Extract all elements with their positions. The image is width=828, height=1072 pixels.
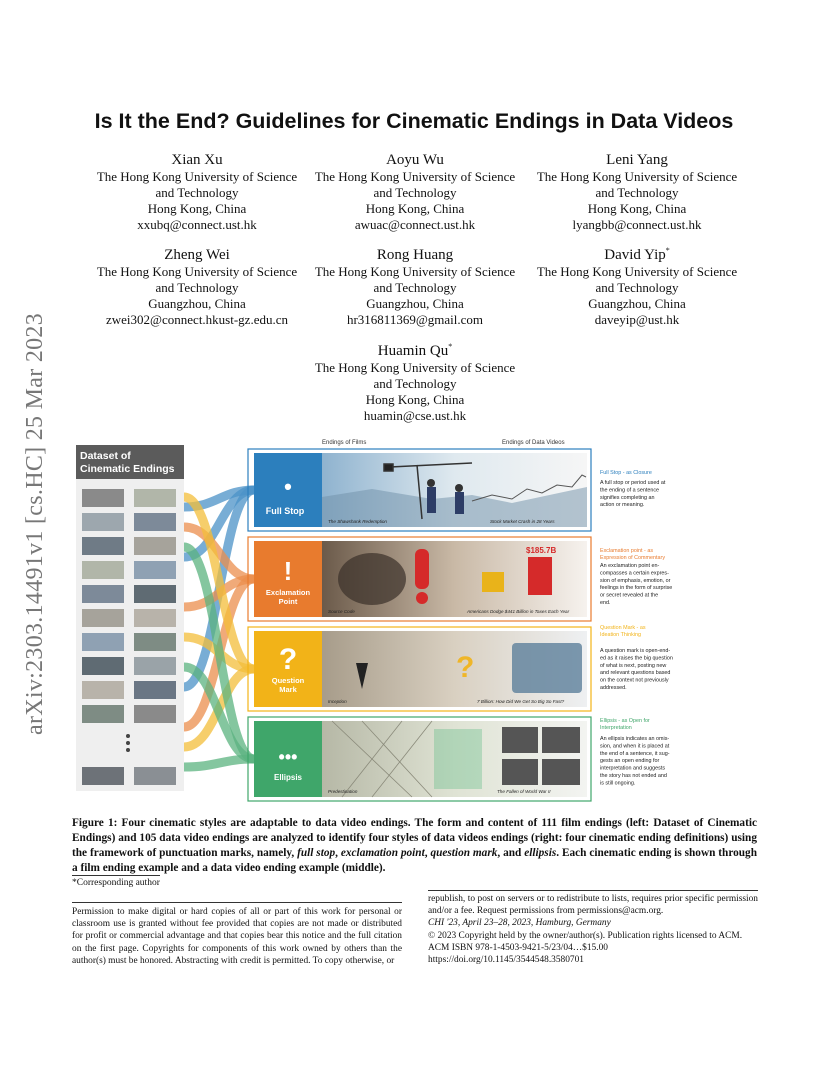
caption-sep: , (424, 847, 431, 859)
style-symbol: ! (283, 556, 293, 586)
film-thumbnail (134, 561, 176, 579)
copyright-line: © 2023 Copyright held by the owner/author(s). Publication rights licensed to ACM. (428, 930, 743, 941)
exclamation-sculpture (415, 549, 429, 589)
author-affil2-text: and Technology (595, 185, 679, 200)
film-thumbnail (82, 705, 124, 723)
film-thumbnail (134, 513, 176, 531)
permission-rule-left (72, 902, 402, 903)
film-thumbnail (134, 585, 176, 603)
film-thumbnail (82, 537, 124, 555)
film-caption: The Shawshank Redemption (328, 519, 387, 524)
film-thumbnail (134, 705, 176, 723)
video-caption: Stock Market Crash in 28 Years (490, 519, 555, 524)
author-name (87, 147, 307, 169)
author-location-text: Guangzhou, China (588, 296, 686, 311)
author-affil2 (87, 280, 307, 296)
corresponding-mark: * (448, 342, 453, 351)
author-email[interactable] (305, 217, 525, 233)
bar-small (482, 572, 504, 592)
permission-rule-right (428, 890, 758, 891)
description-line: the story has not ended and (600, 773, 667, 779)
film-still-shape (338, 553, 406, 605)
author-name-text: Aoyu Wu (386, 152, 444, 168)
film-thumbnail (82, 585, 124, 603)
style-description (600, 563, 672, 606)
video-caption: Americans Dodge $441 Billion in Taxes Each Year (467, 609, 570, 614)
author-affil1 (305, 360, 525, 376)
author-email[interactable] (87, 312, 307, 328)
author-affil1 (87, 264, 307, 280)
author-affil1 (527, 264, 747, 280)
film-thumbnail (134, 767, 176, 785)
style-description (600, 736, 670, 786)
author-7 (305, 338, 525, 424)
style-description (600, 480, 666, 508)
author-name-text: Leni Yang (606, 152, 668, 168)
author-location-text: Hong Kong, China (365, 392, 465, 407)
caption-sep: , and (497, 847, 525, 859)
author-affil1-text: The Hong Kong University of Science (96, 264, 298, 279)
description-line: or secret revealed at the (600, 592, 659, 599)
description-line: sion of emphasis, emotion, or (600, 577, 671, 584)
film-thumbnail (82, 513, 124, 531)
style-heading: Ellipsis - as Open for (600, 718, 650, 724)
description-line: action or meaning. (600, 502, 645, 509)
footnote-rule (72, 875, 160, 876)
teaser-figure-svg (72, 437, 762, 809)
author-email[interactable] (305, 312, 525, 328)
header-films: Endings of Films (322, 440, 367, 446)
author-location (527, 296, 747, 312)
author-email-text: xxubq@connect.ust.hk (137, 217, 257, 232)
film-thumbnail (134, 537, 176, 555)
author-affil1 (305, 169, 525, 185)
film-caption: Inception (328, 699, 347, 704)
author-name-text: Xian Xu (171, 152, 223, 168)
style-heading-2: Interpretation (600, 725, 632, 731)
author-affil2 (87, 185, 307, 201)
film-thumbnail (82, 681, 124, 699)
description-line: of what is next, posting new (600, 662, 667, 669)
author-affil1 (527, 169, 747, 185)
row-exclamation-point (248, 537, 672, 621)
author-name-text: Huamin Qu (377, 343, 449, 359)
film-thumbnail (134, 681, 176, 699)
big-number: $185.7B (526, 546, 557, 555)
film-caption: Source Code (328, 609, 355, 614)
description-line: signifies completing an (600, 494, 655, 501)
style-label: Full Stop (265, 506, 305, 516)
author-name (527, 147, 747, 169)
exclamation-dot (416, 592, 428, 604)
caption-exclamation: exclamation point (340, 847, 425, 859)
dataset-label-line2: Cinematic Endings (80, 463, 175, 475)
permission-left: Permission to make digital or hard copies of all or part of this work for personal or classroom use is granted without fee provided that copies are not made or distributed for profit or commercial advantage and that copies bear this notice and the full citation on the first page. Copyrights for components of this work owned by others than the author(s) must be honored. Abstracting with credit is permitted. To copy otherwise, or (72, 907, 402, 966)
style-description (600, 648, 673, 691)
author-name (305, 338, 525, 360)
style-label: Question (271, 676, 305, 685)
author-3 (527, 147, 747, 233)
author-email[interactable] (527, 217, 747, 233)
author-affil1-text: The Hong Kong University of Science (314, 360, 516, 375)
author-affil1-text: The Hong Kong University of Science (314, 264, 516, 279)
description-line: the ending of a sentence (600, 487, 660, 494)
film-thumbnail (82, 633, 124, 651)
description-line: end. (600, 600, 611, 606)
author-location (305, 201, 525, 217)
description-line: on the context not previously (600, 677, 669, 684)
film-thumbnail (82, 561, 124, 579)
style-symbol: ? (278, 643, 298, 676)
author-affil1-text: The Hong Kong University of Science (536, 169, 738, 184)
conference-line (428, 917, 758, 929)
author-affil2-text: and Technology (155, 185, 239, 200)
flow-ribbons (184, 490, 254, 767)
author-location-text: Hong Kong, China (587, 201, 687, 216)
corresponding-mark: * (665, 246, 670, 255)
author-name (305, 242, 525, 264)
style-heading: Exclamation point - as (600, 548, 654, 554)
permission-text: republish, to post on servers or to redistribute to lists, requires prior specific permission and/or a fee. Request permissions from permissions@acm.org. (428, 894, 758, 917)
arxiv-stamp-text: arXiv:2303.14491v1 [cs.HC] 25 Mar 2023 (22, 312, 48, 735)
author-affil1-text: The Hong Kong University of Science (536, 264, 738, 279)
description-line: addressed. (600, 685, 627, 691)
author-name (305, 147, 525, 169)
author-location (87, 296, 307, 312)
author-affil2 (527, 185, 747, 201)
row-ellipsis (248, 717, 670, 801)
author-name-text: David Yip (604, 247, 666, 263)
author-4 (87, 242, 307, 328)
caption-full-stop: full stop (297, 847, 336, 859)
author-email-text: daveyip@ust.hk (594, 312, 680, 327)
author-name-text: Rong Huang (376, 247, 454, 263)
isbn-line: ACM ISBN 978-1-4503-9421-5/23/04…$15.00 (428, 942, 608, 953)
film-thumbnail (82, 609, 124, 627)
caption-sep: , (335, 847, 341, 859)
description-line: interpretation and suggests (600, 765, 666, 772)
style-label: Exclamation (265, 588, 311, 597)
author-location-text: Guangzhou, China (148, 296, 246, 311)
style-label-2: Mark (279, 685, 297, 694)
figure-caption (72, 816, 757, 876)
author-email[interactable] (527, 312, 747, 328)
author-1 (87, 147, 307, 233)
footnote: *Corresponding author (72, 878, 160, 888)
description-line: gests an open ending for (600, 758, 660, 765)
film-thumbnail (134, 609, 176, 627)
author-6 (527, 242, 747, 328)
style-heading: Full Stop - as Closure (600, 470, 652, 476)
description-line: An exclamation point en- (600, 563, 660, 569)
caption-text-end: . Each cinematic ending is shown through a film ending example and a data video ending example (middle). (72, 847, 757, 874)
figure-1 (72, 437, 762, 809)
author-email[interactable] (87, 217, 307, 233)
author-affil1 (87, 169, 307, 185)
author-email-text: hr316811369@gmail.com (346, 312, 484, 327)
description-line: sion, and when it is placed at (600, 743, 670, 750)
description-line: A full stop or period used at (600, 480, 666, 486)
author-affil2-text: and Technology (373, 185, 457, 200)
author-affil2-text: and Technology (155, 280, 239, 295)
question-sculpture: ? (456, 651, 475, 684)
film-thumbnail (82, 489, 124, 507)
film-thumbnail (134, 633, 176, 651)
author-affil2-text: and Technology (373, 280, 457, 295)
author-affil1-text: The Hong Kong University of Science (96, 169, 298, 184)
permission-right (428, 893, 758, 966)
description-line: An ellipsis indicates an omis- (600, 736, 670, 742)
bar-large (528, 557, 552, 595)
more-films-dots (126, 734, 130, 752)
description-line: is still ongoing. (600, 780, 636, 787)
conference-text: CHI '23, April 23–28, 2023, Hamburg, Germany (428, 918, 611, 929)
caption-text: Figure 1: Four cinematic styles are adaptable to data video endings. The form and content of 111 film endings (left: Dataset of Cinematic Endings) and 105 data video endings are analyzed to identify four styles of data videos endings (right: four cinematic ending definitions) using the framework of punctuation marks, namely, (72, 817, 757, 859)
style-heading: Question Mark - as (600, 625, 646, 631)
video-caption: The Fallen of World War II (497, 789, 551, 794)
dataset-label-line1: Dataset of (80, 450, 131, 462)
author-email[interactable] (305, 408, 525, 424)
style-label-2: Point (278, 597, 298, 606)
film-thumbnail (82, 657, 124, 675)
description-line: the end of a sentence, it sug- (600, 750, 670, 757)
style-heading-2: Expression of Commentary (600, 555, 666, 561)
style-heading-2: Ideation Thinking (600, 632, 641, 638)
description-line: feelings in the form of surprise (600, 585, 673, 592)
author-affil2-text: and Technology (373, 376, 457, 391)
header-videos: Endings of Data Videos (502, 440, 565, 446)
author-affil1 (305, 264, 525, 280)
film-caption: Predestination (328, 789, 358, 794)
description-line: ed as it raises the big question (600, 655, 673, 662)
author-affil2-text: and Technology (595, 280, 679, 295)
description-line: A question mark is open-end- (600, 648, 671, 654)
author-affil2 (305, 280, 525, 296)
author-affil1-text: The Hong Kong University of Science (314, 169, 516, 184)
author-location-text: Hong Kong, China (365, 201, 465, 216)
flow-ribbon (184, 759, 254, 767)
author-location (87, 201, 307, 217)
caption-ellipsis: ellipsis (524, 847, 557, 859)
author-name-text: Zheng Wei (164, 247, 230, 263)
author-5 (305, 242, 525, 328)
paper-title: Is It the End? Guidelines for Cinematic Endings in Data Videos (94, 109, 734, 133)
arxiv-stamp (22, 285, 54, 735)
film-thumbnail (134, 489, 176, 507)
author-email-text: lyangbb@connect.ust.hk (572, 217, 702, 232)
author-email-text: zwei302@connect.hkust-gz.edu.cn (106, 312, 288, 327)
style-symbol: • (284, 474, 292, 499)
author-email-text: huamin@cse.ust.hk (363, 408, 467, 423)
description-line: and relevant questions based (600, 670, 671, 677)
caption-question: question mark (430, 847, 498, 859)
author-location-text: Hong Kong, China (147, 201, 247, 216)
doi-line: https://doi.org/10.1145/3544548.3580701 (428, 955, 584, 966)
author-email-text: awuac@connect.ust.hk (354, 217, 476, 232)
author-location (305, 296, 525, 312)
description-line: compasses a certain expres- (600, 570, 669, 577)
author-affil2 (305, 185, 525, 201)
author-name (87, 242, 307, 264)
video-caption: 7 Billion: How Did We Get So Big So Fast? (477, 699, 565, 704)
row-full-stop (248, 449, 666, 531)
author-location-text: Guangzhou, China (366, 296, 464, 311)
row-question-mark (248, 625, 673, 711)
author-name (527, 242, 747, 264)
film-thumbnail (134, 657, 176, 675)
cube-shape (434, 729, 482, 789)
film-thumbnail (82, 767, 124, 785)
author-location (305, 392, 525, 408)
earth-tank (512, 643, 582, 693)
author-affil2 (305, 376, 525, 392)
dataset-panel (76, 445, 184, 791)
style-symbol: ••• (278, 747, 298, 767)
author-location (527, 201, 747, 217)
author-2 (305, 147, 525, 233)
style-label: Ellipsis (273, 773, 303, 782)
author-affil2 (527, 280, 747, 296)
